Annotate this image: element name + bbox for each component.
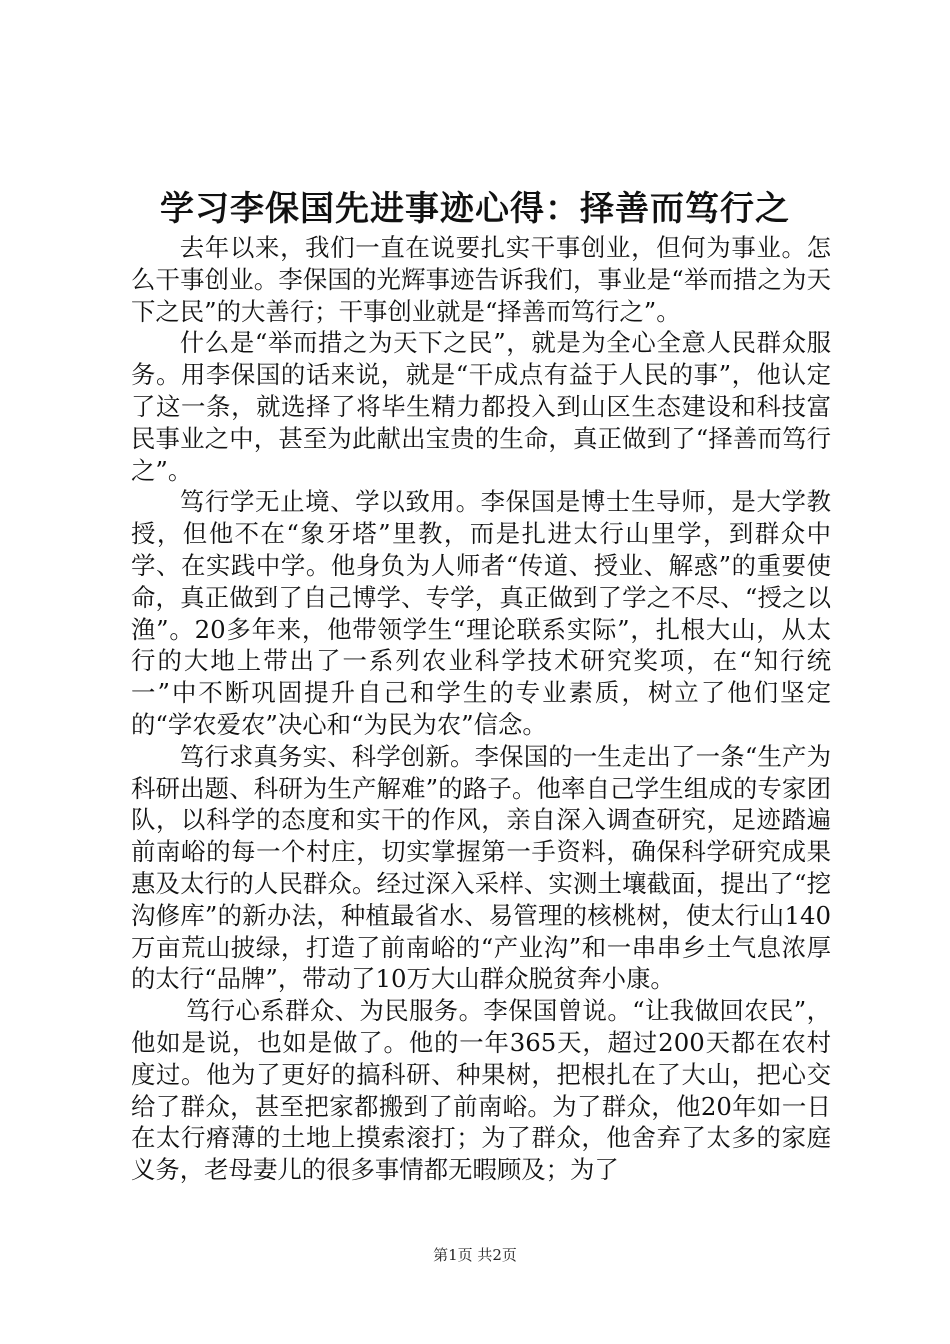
document-body	[131, 232, 831, 1186]
paragraph-5: 笃行心系群众、为民服务。李保国曾说。“让我做回农民”，他如是说，也如是做了。他的一年365天，超过200天都在农村度过。他为了更好的搞科研、种果树，把根扎在了大山，把心交给了群众，甚至把家都搬到了前南峪。为了群众，他20年如一日在太行瘠薄的土地上摸索滚打；为了群众，他舍弃了太多的家庭义务，老母妻儿的很多事情都无暇顾及；为了	[131, 996, 831, 1185]
paragraph-3: 笃行学无止境、学以致用。李保国是博士生导师，是大学教授，但他不在“象牙塔”里教，而是扎进太行山里学，到群众中学、在实践中学。他身负为人师者“传道、授业、解惑”的重要使命，真正做到了自己博学、专学，真正做到了学之不尽、“授之以渔”。20多年来，他带领学生“理论联系实际”，扎根大山，从太行的大地上带出了一系列农业科学技术研究奖项，在“知行统一”中不断巩固提升自己和学生的专业素质，树立了他们坚定的“学农爱农”决心和“为民为农”信念。	[131, 487, 831, 739]
document-title: 学习李保国先进事迹心得：择善而笃行之	[160, 189, 790, 229]
paragraph-4: 笃行求真务实、科学创新。李保国的一生走出了一条“生产为科研出题、科研为生产解难”的路子。他率自己学生组成的专家团队，以科学的态度和实干的作风，亲自深入调查研究，足迹踏遍前南峪的每一个村庄，切实掌握第一手资料，确保科学研究成果惠及太行的人民群众。经过深入采样、实测土壤截面，提出了“挖沟修库”的新办法，种植最省水、易管理的核桃树，使太行山140万亩荒山披绿，打造了前南峪的“产业沟”和一串串乡土气息浓厚的太行“品牌”，带动了10万大山群众脱贫奔小康。	[131, 741, 831, 994]
paragraph-2: 什么是“举而措之为天下之民”，就是为全心全意人民群众服务。用李保国的话来说，就是“干成点有益于人民的事”，他认定了这一条，就选择了将毕生精力都投入到山区生态建设和科技富民事业之中，甚至为此献出宝贵的生命，真正做到了“择善而笃行之”。	[131, 328, 831, 485]
page-footer: 第1页 共2页	[433, 1246, 517, 1264]
paragraph-1: 去年以来，我们一直在说要扎实干事创业，但何为事业。怎么干事创业。李保国的光辉事迹告诉我们，事业是“举而措之为天下之民”的大善行；干事创业就是“择善而笃行之”。	[131, 233, 831, 326]
